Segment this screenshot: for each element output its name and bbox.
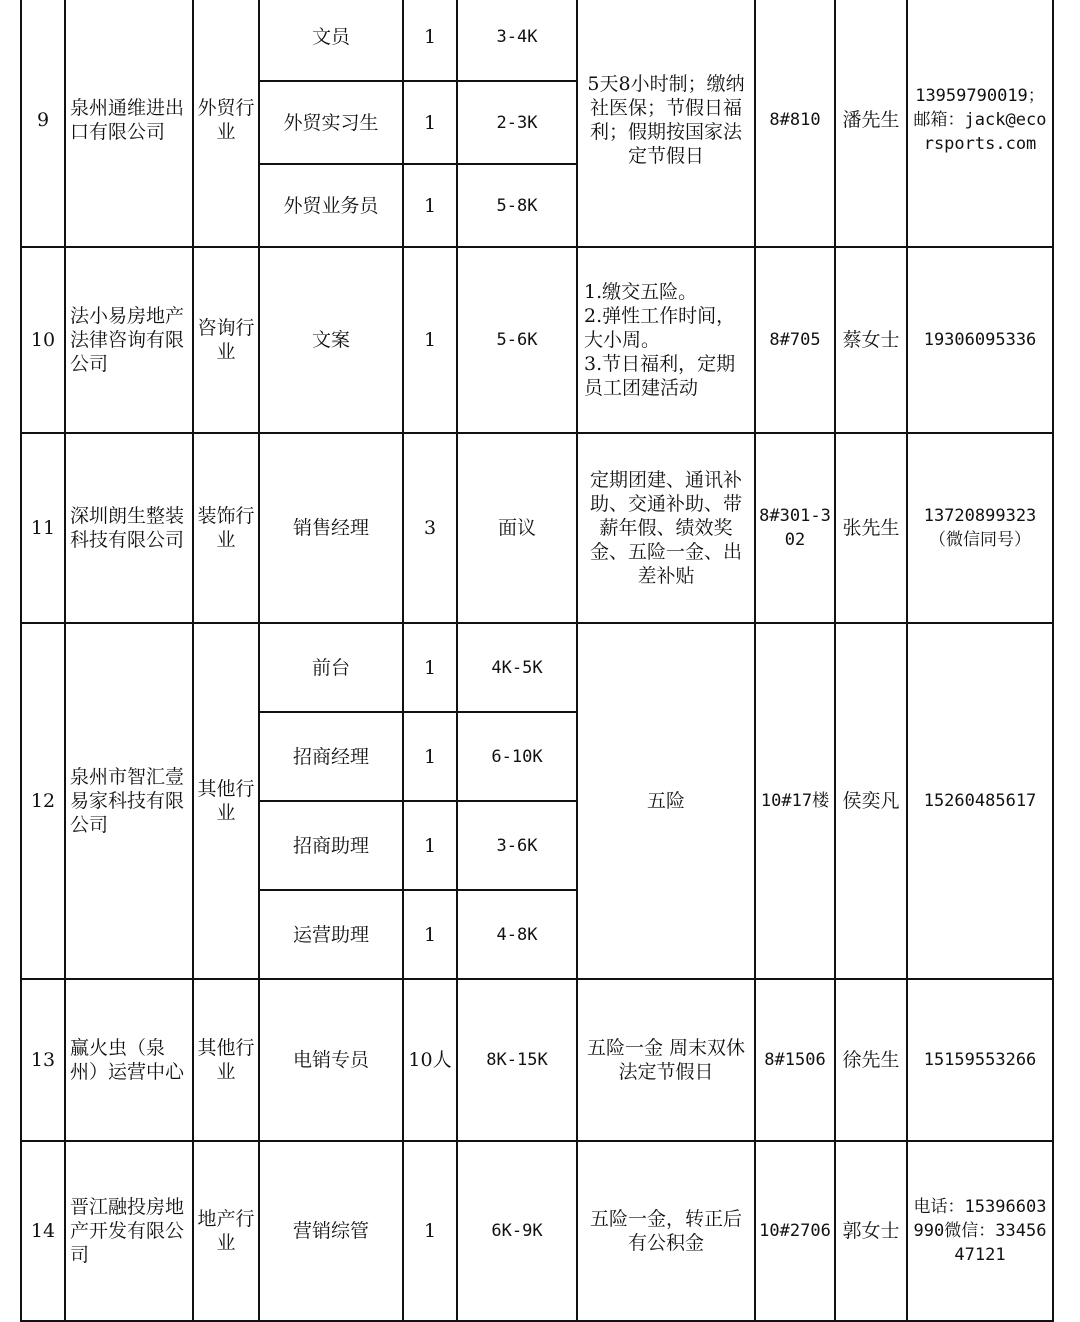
industry: 装饰行业 <box>193 433 259 623</box>
benefits: 五险一金，转正后有公积金 <box>577 1141 755 1321</box>
benefits: 五险一金 周末双休法定节假日 <box>577 979 755 1141</box>
row-number: 10 <box>21 247 65 433</box>
table-row <box>21 247 1053 433</box>
table-row <box>21 1141 1053 1321</box>
contact-person: 张先生 <box>835 433 907 623</box>
benefits <box>577 247 755 433</box>
table-row <box>21 433 1053 623</box>
row-number: 14 <box>21 1141 65 1321</box>
industry: 其他行业 <box>193 623 259 979</box>
contact-phone: 15159553266 <box>907 979 1053 1141</box>
benefits: 定期团建、通讯补助、交通补助、带薪年假、绩效奖金、五险一金、出差补贴 <box>577 433 755 623</box>
location: 10#17楼 <box>755 623 835 979</box>
position-title: 电销专员 <box>259 979 403 1141</box>
industry: 外贸行业 <box>193 0 259 247</box>
company-name: 晋江融投房地产开发有限公司 <box>65 1141 193 1321</box>
position-count: 1 <box>403 1141 457 1321</box>
location: 8#301-302 <box>755 433 835 623</box>
industry: 地产行业 <box>193 1141 259 1321</box>
salary: 3-4K <box>457 0 577 81</box>
position-count: 1 <box>403 81 457 164</box>
position-title: 招商助理 <box>259 801 403 890</box>
position-title: 文案 <box>259 247 403 433</box>
salary: 5-6K <box>457 247 577 433</box>
salary: 5-8K <box>457 164 577 247</box>
contact-person: 徐先生 <box>835 979 907 1141</box>
position-count: 1 <box>403 801 457 890</box>
industry: 其他行业 <box>193 979 259 1141</box>
position-title: 外贸实习生 <box>259 81 403 164</box>
position-title: 文员 <box>259 0 403 81</box>
table-row <box>21 979 1053 1141</box>
row-number: 12 <box>21 623 65 979</box>
position-count: 1 <box>403 712 457 801</box>
position-count: 3 <box>403 433 457 623</box>
company-name: 赢火虫（泉州）运营中心 <box>65 979 193 1141</box>
position-count: 10人 <box>403 979 457 1141</box>
contact-phone: 13959790019；邮箱：jack@ecorsports.com <box>907 0 1053 247</box>
company-name: 泉州市智汇壹易家科技有限公司 <box>65 623 193 979</box>
benefit-line: 2.弹性工作时间，大小周。 <box>584 305 736 351</box>
row-number: 11 <box>21 433 65 623</box>
position-count: 1 <box>403 623 457 712</box>
salary: 6-10K <box>457 712 577 801</box>
job-listing-table <box>20 0 1054 1322</box>
benefit-line: 1.缴交五险。 <box>584 281 698 303</box>
contact-person: 郭女士 <box>835 1141 907 1321</box>
row-number: 9 <box>21 0 65 247</box>
salary: 4-8K <box>457 890 577 979</box>
position-title: 招商经理 <box>259 712 403 801</box>
position-title: 营销综管 <box>259 1141 403 1321</box>
salary: 8K-15K <box>457 979 577 1141</box>
position-title: 销售经理 <box>259 433 403 623</box>
company-name: 深圳朗生整装科技有限公司 <box>65 433 193 623</box>
position-count: 1 <box>403 247 457 433</box>
salary: 2-3K <box>457 81 577 164</box>
contact-phone: 19306095336 <box>907 247 1053 433</box>
contact-phone: 13720899323（微信同号） <box>907 433 1053 623</box>
location: 8#810 <box>755 0 835 247</box>
contact-phone: 15260485617 <box>907 623 1053 979</box>
row-number: 13 <box>21 979 65 1141</box>
contact-person: 蔡女士 <box>835 247 907 433</box>
company-name: 泉州通维进出口有限公司 <box>65 0 193 247</box>
contact-person: 侯奕凡 <box>835 623 907 979</box>
position-count: 1 <box>403 890 457 979</box>
location: 10#2706 <box>755 1141 835 1321</box>
benefit-line: 3.节日福利，定期员工团建活动 <box>584 353 736 399</box>
company-name: 法小易房地产法律咨询有限公司 <box>65 247 193 433</box>
table-row <box>21 0 1053 81</box>
table-row <box>21 623 1053 712</box>
salary: 面议 <box>457 433 577 623</box>
salary: 3-6K <box>457 801 577 890</box>
position-title: 前台 <box>259 623 403 712</box>
position-count: 1 <box>403 0 457 81</box>
position-title: 外贸业务员 <box>259 164 403 247</box>
salary: 6K-9K <box>457 1141 577 1321</box>
contact-person: 潘先生 <box>835 0 907 247</box>
benefits: 五险 <box>577 623 755 979</box>
location: 8#1506 <box>755 979 835 1141</box>
position-title: 运营助理 <box>259 890 403 979</box>
position-count: 1 <box>403 164 457 247</box>
benefits: 5天8小时制；缴纳社医保；节假日福利；假期按国家法定节假日 <box>577 0 755 247</box>
salary: 4K-5K <box>457 623 577 712</box>
location: 8#705 <box>755 247 835 433</box>
contact-phone: 电话：15396603990微信：3345647121 <box>907 1141 1053 1321</box>
industry: 咨询行业 <box>193 247 259 433</box>
